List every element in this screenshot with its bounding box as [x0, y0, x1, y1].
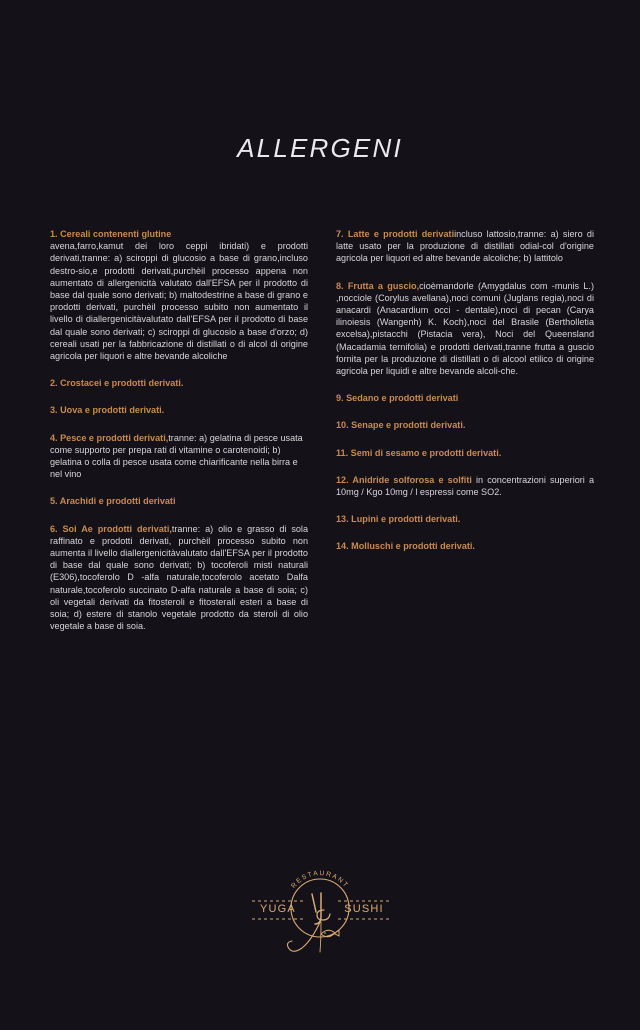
allergen-heading-11: 11. Semi di sesamo e prodotti derivati. — [336, 447, 502, 458]
allergen-heading-1: 1. Cereali contenenti glutine — [50, 229, 172, 239]
allergen-body-6: tranne: a) olio e grasso di sola raffinato e prodotti derivati, purchèil processo subito non aumenta il livello diallergenicitàvalutato dall'EFSA per il prodotto di base dal quale sono derivati; b) tocoferoli misti naturali (E306),tocoferolo D -alfa naturale,tocoferolo acetato Dalfa naturale,tocoferolo succinato D-alfa naturale a base di soia; c) oli vegetali derivati da fitosteroli e fitosterali esteri a base di soia; d) estere di stanolo vegetale prodotto da steroli di olio vegetale a base di soia. — [50, 523, 308, 632]
logo-word-right: SUSHI — [344, 902, 384, 915]
allergen-body-8: cioèmandorle (Amygdalus com -munis L.) ,nocciole (Corylus avellana),noci comuni (Juglans regia),noci di anacardi (Anacardium occi - dentale),noci di pecan (Carya ilinoiesis (Wangenh) K. Koch),noci del Brasile (Bertholletia excelsa),pistacchi (Pistacia vera), Noci del Queensland (Macadamia ternifolia) e prodotti derivati,tranne frutta a guscio fornita per la produzione di distillati o di alcool etilico di origine agricola per liquidi e altre bevande alcoli-che. — [336, 280, 594, 377]
allergen-heading-12: 12. Anidride solforosa e solfiti — [336, 474, 472, 485]
logo-word-left: YUGA — [260, 902, 296, 915]
allergen-entry-14 — [336, 540, 594, 552]
allergen-entry-8 — [336, 280, 594, 378]
allergen-heading-8: 8. Frutta a guscio, — [336, 280, 420, 291]
allergen-heading-4: 4. Pesce e prodotti derivati, — [50, 432, 169, 443]
allergen-heading-3: 3. Uova e prodotti derivati. — [50, 405, 165, 416]
allergen-entry-7 — [336, 228, 594, 265]
allergen-entry-5 — [50, 495, 308, 507]
allergen-heading-7: 7. Latte e prodotti derivati — [336, 229, 455, 239]
fish-eye-icon — [324, 932, 326, 934]
allergen-entry-2 — [50, 377, 308, 389]
allergen-entry-3 — [50, 404, 308, 416]
allergen-entry-6 — [50, 523, 308, 633]
allergen-column-left — [50, 228, 308, 632]
allergen-body-1: avena,farro,kamut dei loro ceppi ibridati) e prodotti derivati,tranne: a) sciroppi di glucosio a base di grano,incluso destro-sio,e prodotti derivati,purchèil processo appena non aumentato di allergenicità valutato dall'EFSA per il prodotto di base dal quale sono derivati; b) maltodestrine a base di grano e prodotti derivati, purchèil processo subito non aumentato il livello di diallergenicitàvalutato dall'EFSA per il prodotto di base dal quale sono derivati; c) sciroppi di glucosio a base d'orzo; d) cereali usati per la fabbricazione di distillati o di alcol di origine agricola per liquori e altre bevande alcoliche — [50, 241, 308, 362]
allergen-heading-6: 6. Soi Ae prodotti derivati, — [50, 523, 172, 534]
allergen-body-12: in concentrazioni superiori a 10mg / Kgo 10mg / l espressi come SO2. — [336, 474, 594, 498]
allergen-entry-9 — [336, 392, 594, 404]
allergen-entry-13 — [336, 513, 594, 525]
allergen-column-right — [336, 228, 594, 632]
allergen-entry-10 — [336, 419, 594, 431]
allergen-heading-5: 5. Arachidi e prodotti derivati — [50, 496, 176, 507]
logo-monogram-ampersand — [317, 910, 330, 920]
allergen-heading-9: 9. Sedano e prodotti derivati — [336, 393, 459, 404]
allergen-body-7: incluso lattosio,tranne: a) siero di latte usato per la produzione di distillati odial-col d'origine agricola per liquori ed altre bevande alcoliche; b) lattitolo — [336, 229, 594, 264]
logo-arc-text — [290, 869, 350, 889]
logo-circle — [291, 879, 349, 937]
allergen-heading-13: 13. Lupini e prodotti derivati. — [336, 514, 461, 525]
allergen-entry-12 — [336, 474, 594, 498]
logo-arc-textpath: RESTAURANT — [290, 869, 350, 890]
logo-svg — [220, 848, 420, 968]
allergen-body-4: tranne: a) gelatina di pesce usata come supporto per prepa rati di vitamine o carotenoidi; b) gelatina o colla di pesce usata come chiarificante nella birra e nel vino — [50, 432, 303, 480]
allergen-entry-11 — [336, 447, 594, 459]
allergen-heading-2: 2. Crostacei e prodotti derivati. — [50, 378, 184, 389]
allergen-heading-10: 10. Senape e prodotti derivati. — [336, 420, 466, 431]
fish-tail-icon — [335, 930, 339, 936]
allergen-entry-1 — [50, 228, 308, 362]
allergen-heading-14: 14. Molluschi e prodotti derivati. — [336, 541, 475, 552]
allergen-entry-4 — [50, 432, 308, 481]
page-title: ALLERGENI — [237, 133, 403, 163]
allergen-columns — [0, 228, 640, 632]
restaurant-logo — [0, 845, 640, 970]
